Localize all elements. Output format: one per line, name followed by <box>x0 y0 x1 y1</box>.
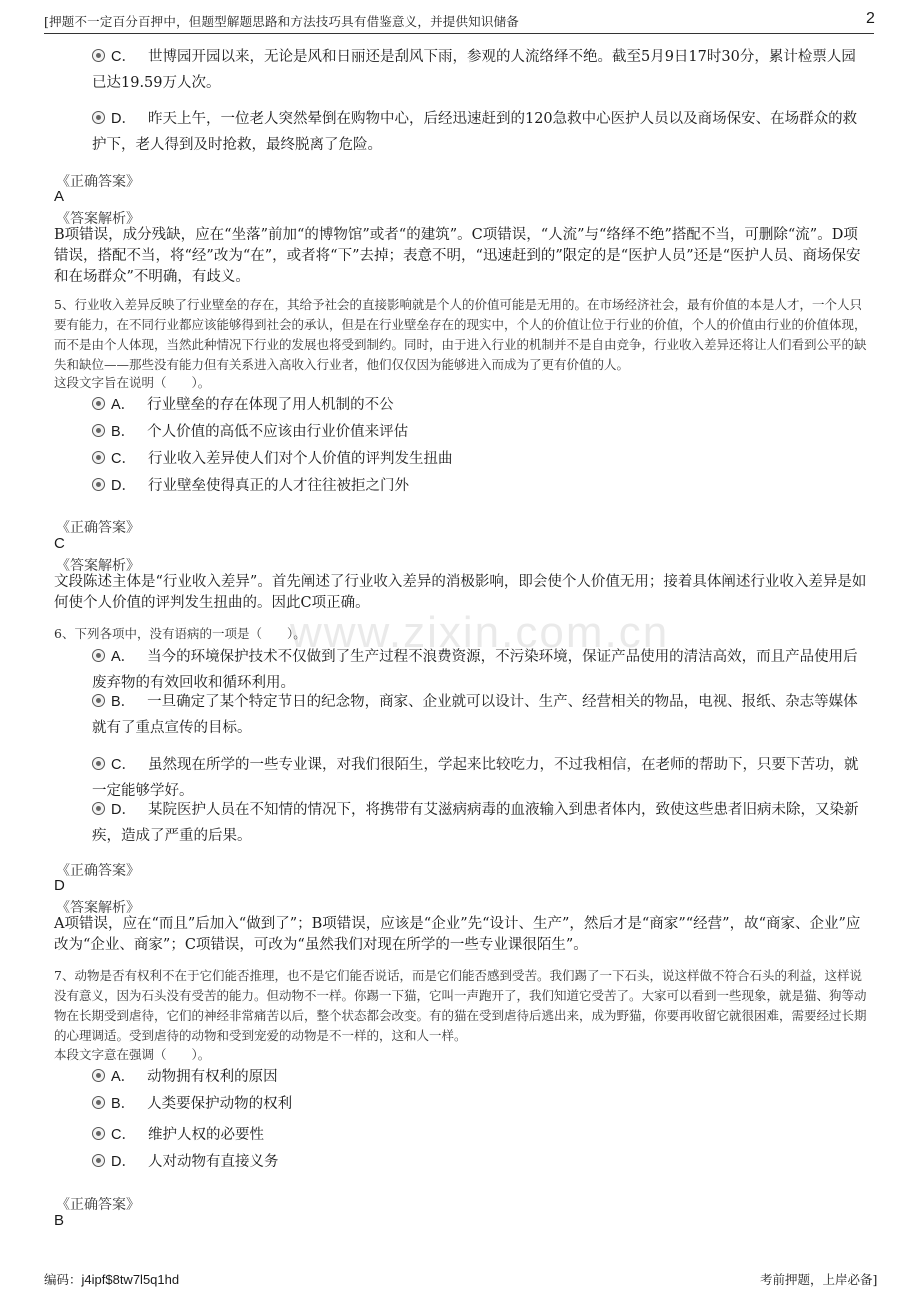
radio-icon[interactable] <box>92 649 105 662</box>
q7-option-b[interactable]: B． 人类要保护动物的权利 <box>92 1091 862 1117</box>
q7-prompt: 本段文字意在强调（ ）。 <box>54 1047 211 1062</box>
radio-icon[interactable] <box>92 1096 105 1109</box>
q4-answer: A <box>54 188 65 205</box>
q4-analysis: B项错误，成分残缺，应在“坐落”前加“的博物馆”或者“的建筑”。C项错误，“人流”与“络绎不绝”搭配不当，可删除“流”。D项错误，搭配不当，将“经”改为“在”，或者将“下”去掉；表意不明，“迅速赶到的”限定的是“医护人员”还是“医护人员、商场保安和在场群众”不明确，有歧义。 <box>54 227 861 285</box>
q4-option-d[interactable]: D． 昨天上午，一位老人突然晕倒在购物中心，后经迅速赶到的120急救中心医护人员以及商场保安、在场群众的救护下，老人得到及时抢救，最终脱离了危险。 <box>92 111 858 153</box>
footer-code-value: j4ipf$8tw7l5q1hd <box>81 1272 180 1287</box>
page-header-text: [押题不一定百分百押中，但题型解题思路和方法技巧具有借鉴意义，并提供知识储备 <box>44 14 519 29</box>
q6-option-b[interactable]: B． 一旦确定了某个特定节日的纪念物，商家、企业就可以设计、生产、经营相关的物品，电视、报纸、杂志等媒体就有了重点宣传的目标。 <box>92 694 858 736</box>
header-divider <box>44 33 874 34</box>
radio-icon[interactable] <box>92 397 105 410</box>
q5-option-c[interactable]: C． 行业收入差异使人们对个人价值的评判发生扭曲 <box>92 446 862 472</box>
q6-analysis: A项错误，应在“而且”后加入“做到了”；B项错误，应该是“企业”先“设计、生产”，然后才是“商家”“经营”，故“商家、企业”应改为“企业、商家”；C项错误，可改为“虽然我们对现在所学的一些专业课很陌生”。 <box>54 916 861 953</box>
radio-icon[interactable] <box>92 694 105 707</box>
radio-icon[interactable] <box>92 111 105 124</box>
q6-answer-label: 《正确答案》 <box>56 863 140 879</box>
watermark: www.zixin.com.cn <box>290 608 670 657</box>
q5-analysis-label: 《答案解析》 <box>56 558 140 574</box>
footer-code-label: 编码： <box>44 1272 82 1287</box>
radio-icon[interactable] <box>92 1154 105 1167</box>
q6-option-d[interactable]: D． 某院医护人员在不知情的情况下，将携带有艾滋病病毒的血液输入到患者体内，致使这些患者旧病未除，又染新疾，造成了严重的后果。 <box>92 802 859 844</box>
page-number: 2 <box>866 10 875 27</box>
q6-analysis-label: 《答案解析》 <box>56 900 140 916</box>
q6-stem: 6、下列各项中，没有语病的一项是（ ）。 <box>54 626 306 641</box>
q5-stem: 5、行业收入差异反映了行业壁垒的存在，其给予社会的直接影响就是个人的价值可能是无用的。在市场经济社会，最有价值的本是人才，一个人只要有能力，在不同行业都应该能够得到社会的承认，但是在行业壁垒存在的现实中，个人的价值让位于行业的价值，个人的价值由行业的价值体现，而不是由个人体现，当然此种情况下行业的发展也将受到制约。同时，由于进入行业的机制并不是自由竞争，行业收入差异还将让人们看到公平的缺失和缺位——那些没有能力但有关系进入高收入行业者，他们仅仅因为能够进入而成为了更有价值的人。 <box>54 297 867 372</box>
radio-icon[interactable] <box>92 1127 105 1140</box>
q4-option-c[interactable]: C． 世博园开园以来，无论是风和日丽还是刮风下雨，参观的人流络绎不绝。截至5月9日17时30分，累计检票人园已达19.59万人次。 <box>92 49 856 91</box>
radio-icon[interactable] <box>92 757 105 770</box>
radio-icon[interactable] <box>92 451 105 464</box>
q4-answer-label: 《正确答案》 <box>56 174 140 190</box>
q5-answer: C <box>54 535 65 552</box>
q4-analysis-label: 《答案解析》 <box>56 211 140 227</box>
q7-option-c[interactable]: C． 维护人权的必要性 <box>92 1122 862 1148</box>
q5-option-a[interactable]: A． 行业壁垒的存在体现了用人机制的不公 <box>92 392 862 418</box>
q7-answer-label: 《正确答案》 <box>56 1197 140 1213</box>
radio-icon[interactable] <box>92 802 105 815</box>
q5-analysis: 文段陈述主体是“行业收入差异”。首先阐述了行业收入差异的消极影响，即会使个人价值无用；接着具体阐述行业收入差异是如何使个人价值的评判发生扭曲的。因此C项正确。 <box>54 574 867 611</box>
q6-answer: D <box>54 877 65 894</box>
q7-answer: B <box>54 1212 65 1229</box>
q5-option-b[interactable]: B． 个人价值的高低不应该由行业价值来评估 <box>92 419 862 445</box>
footer-slogan: 考前押题，上岸必备] <box>760 1272 878 1287</box>
q7-option-d[interactable]: D． 人对动物有直接义务 <box>92 1149 862 1175</box>
q5-option-d[interactable]: D． 行业壁垒使得真正的人才往往被拒之门外 <box>92 473 862 499</box>
q6-option-a[interactable]: A． 当今的环境保护技术不仅做到了生产过程不浪费资源，不污染环境，保证产品使用的清洁高效，而且产品使用后废弃物的有效回收和循环利用。 <box>92 649 858 691</box>
radio-icon[interactable] <box>92 424 105 437</box>
q5-prompt: 这段文字旨在说明（ ）。 <box>54 375 211 390</box>
q6-option-c[interactable]: C． 虽然现在所学的一些专业课，对我们很陌生，学起来比较吃力，不过我相信，在老师的帮助下，只要下苦功，就一定能够学好。 <box>92 757 859 799</box>
q7-option-a[interactable]: A． 动物拥有权利的原因 <box>92 1064 862 1090</box>
radio-icon[interactable] <box>92 478 105 491</box>
footer-code <box>44 1270 179 1288</box>
q5-answer-label: 《正确答案》 <box>56 520 140 536</box>
radio-icon[interactable] <box>92 49 105 62</box>
q7-stem: 7、动物是否有权利不在于它们能否推理，也不是它们能否说话，而是它们能否感到受苦。我们踢了一下石头，说这样做不符合石头的利益，这样说没有意义，因为石头没有受苦的能力。但动物不一样。你踢一下猫，它叫一声跑开了，我们知道它受苦了。大家可以看到一些现象，就是猫、狗等动物在长期受到虐待，它们的神经非常痛苦以后，整个状态都会改变。有的猫在受到虐待后逃出来，成为野猫，你要再收留它就很困难，需要经过长期的心理调适。受到虐待的动物和受到宠爱的动物是不一样的，这和人一样。 <box>54 968 867 1043</box>
radio-icon[interactable] <box>92 1069 105 1082</box>
